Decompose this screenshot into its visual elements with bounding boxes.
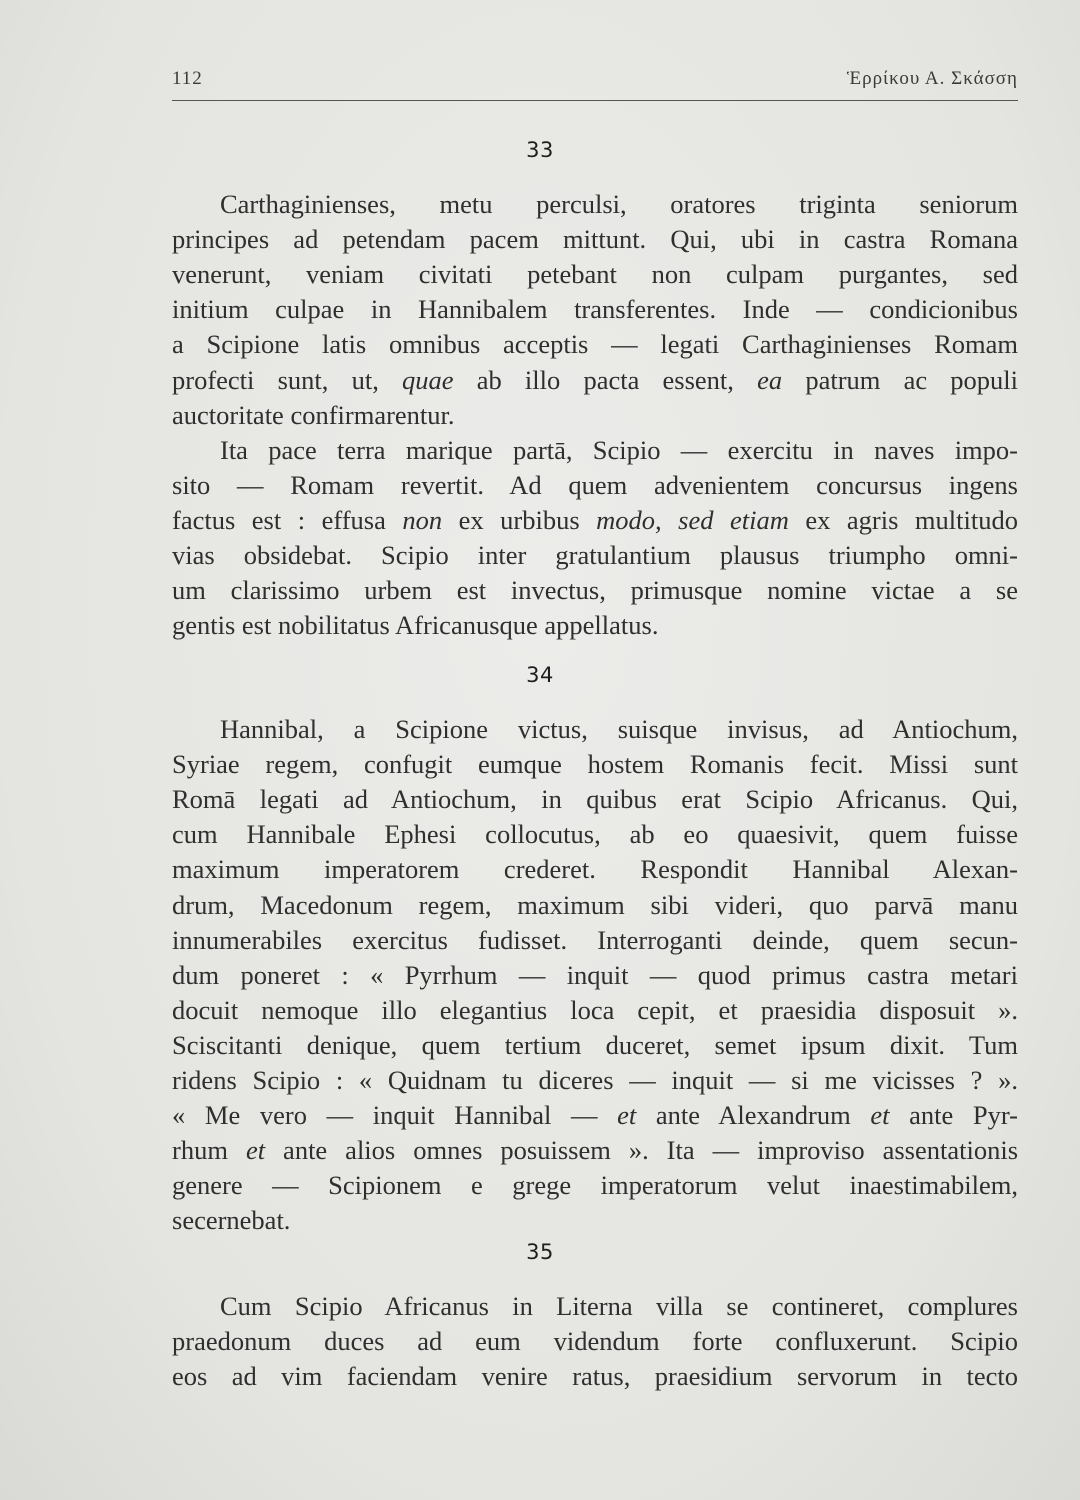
text-line bbox=[172, 608, 1018, 642]
section-number-33: 33 bbox=[526, 138, 554, 162]
text-line bbox=[172, 503, 1018, 537]
text-segment: a Scipione latis omnibus acceptis — legati Carthaginienses Romam bbox=[172, 329, 1018, 359]
text-segment: Syriae regem, confugit eumque hostem Romanis fecit. Missi sunt bbox=[172, 749, 1018, 779]
text-segment: ab illo pacta essent, bbox=[453, 365, 758, 395]
text-line bbox=[172, 958, 1018, 992]
page-number: 112 bbox=[172, 68, 203, 89]
text-line bbox=[172, 222, 1018, 256]
text-segment: ridens Scipio : « Quidnam tu diceres — inquit — si me vicisses ? ». bbox=[172, 1065, 1018, 1095]
text-line bbox=[220, 1289, 1018, 1323]
text-line bbox=[172, 817, 1018, 851]
text-segment: ex agris multitudo bbox=[788, 505, 1018, 535]
text-line bbox=[172, 538, 1018, 572]
text-segment: venerunt, veniam civitati petebant non culpam purgantes, sed bbox=[172, 259, 1018, 289]
text-line bbox=[172, 1098, 1018, 1132]
text-line bbox=[172, 1133, 1018, 1167]
text-line bbox=[172, 363, 1018, 397]
text-line bbox=[172, 1359, 1018, 1393]
text-segment: Sciscitanti denique, quem tertium duceret, semet ipsum dixit. Tum bbox=[172, 1030, 1018, 1060]
text-segment: ante alios omnes posuissem ». Ita — improviso assentationis bbox=[265, 1135, 1018, 1165]
text-segment: um clarissimo urbem est invectus, primusque nomine victae a se bbox=[172, 575, 1018, 605]
text-segment: Ita pace terra marique partā, Scipio — exercitu in naves impo- bbox=[220, 435, 1018, 465]
text-segment: cum Hannibale Ephesi collocutus, ab eo quaesivit, quem fuisse bbox=[172, 819, 1018, 849]
text-segment: praedonum duces ad eum videndum forte confluxerunt. Scipio bbox=[172, 1326, 1018, 1356]
section-number-34: 34 bbox=[526, 663, 554, 687]
text-line bbox=[220, 433, 1018, 467]
text-line bbox=[172, 1063, 1018, 1097]
text-segment: secernebat. bbox=[172, 1205, 291, 1235]
italic-text: quae bbox=[402, 365, 454, 395]
text-segment: ex urbibus bbox=[442, 505, 597, 535]
text-segment: innumerabiles exercitus fudisset. Interroganti deinde, quem secun- bbox=[172, 925, 1018, 955]
text-line bbox=[172, 1168, 1018, 1202]
italic-text: modo, sed etiam bbox=[596, 505, 789, 535]
text-line bbox=[172, 1324, 1018, 1358]
text-line bbox=[172, 782, 1018, 816]
text-segment: rhum bbox=[172, 1135, 246, 1165]
text-segment: Romā legati ad Antiochum, in quibus erat Scipio Africanus. Qui, bbox=[172, 784, 1018, 814]
text-segment: vias obsidebat. Scipio inter gratulantium plausus triumpho omni- bbox=[172, 540, 1018, 570]
text-line bbox=[172, 573, 1018, 607]
text-line bbox=[172, 1203, 1018, 1237]
text-line bbox=[172, 468, 1018, 502]
italic-text: ea bbox=[757, 365, 783, 395]
text-line bbox=[172, 257, 1018, 291]
text-line bbox=[220, 712, 1018, 746]
text-segment: docuit nemoque illo elegantius loca cepit, et praesidia disposuit ». bbox=[172, 995, 1018, 1025]
header-rule bbox=[172, 100, 1018, 101]
text-line bbox=[172, 852, 1018, 886]
text-segment: gentis est nobilitatus Africanusque appellatus. bbox=[172, 610, 659, 640]
text-segment: principes ad petendam pacem mittunt. Qui, ubi in castra Romana bbox=[172, 224, 1018, 254]
text-segment: sito — Romam revertit. Ad quem advenientem concursus ingens bbox=[172, 470, 1018, 500]
italic-text: et bbox=[870, 1100, 890, 1130]
text-segment: patrum ac populi bbox=[782, 365, 1018, 395]
text-segment: profecti sunt, ut, bbox=[172, 365, 403, 395]
text-segment: Carthaginienses, metu perculsi, oratores triginta seniorum bbox=[220, 189, 1018, 219]
text-line bbox=[172, 1028, 1018, 1062]
text-segment: drum, Macedonum regem, maximum sibi videri, quo parvā manu bbox=[172, 890, 1018, 920]
text-segment: « Me vero — inquit Hannibal — bbox=[172, 1100, 618, 1130]
text-segment: dum poneret : « Pyrrhum — inquit — quod primus castra metari bbox=[172, 960, 1018, 990]
text-segment: initium culpae in Hannibalem transferentes. Inde — condicionibus bbox=[172, 294, 1018, 324]
running-head: Ἑρρίκου Α. Σκάσση bbox=[846, 68, 1018, 89]
text-line bbox=[172, 993, 1018, 1027]
text-segment: auctoritate confirmarentur. bbox=[172, 400, 455, 430]
text-line bbox=[172, 398, 1018, 432]
text-line bbox=[172, 747, 1018, 781]
text-segment: genere — Scipionem e grege imperatorum velut inaestimabilem, bbox=[172, 1170, 1018, 1200]
text-line bbox=[220, 187, 1018, 221]
text-segment: maximum imperatorem crederet. Respondit Hannibal Alexan- bbox=[172, 854, 1018, 884]
text-segment: ante Pyr- bbox=[889, 1100, 1018, 1130]
page-header bbox=[172, 68, 1018, 98]
text-segment: factus est : effusa bbox=[172, 505, 403, 535]
italic-text: et bbox=[245, 1135, 266, 1165]
section-number-35: 35 bbox=[526, 1240, 554, 1264]
text-segment: ante Alexandrum bbox=[636, 1100, 871, 1130]
text-line bbox=[172, 327, 1018, 361]
text-line bbox=[172, 888, 1018, 922]
text-segment: Cum Scipio Africanus in Literna villa se contineret, complures bbox=[220, 1291, 1018, 1321]
text-segment: Hannibal, a Scipione victus, suisque invisus, ad Antiochum, bbox=[220, 714, 1018, 744]
text-line bbox=[172, 292, 1018, 326]
italic-text: et bbox=[617, 1100, 637, 1130]
italic-text: non bbox=[402, 505, 443, 535]
text-line bbox=[172, 923, 1018, 957]
text-segment: eos ad vim faciendam venire ratus, praesidium servorum in tecto bbox=[172, 1361, 1018, 1391]
